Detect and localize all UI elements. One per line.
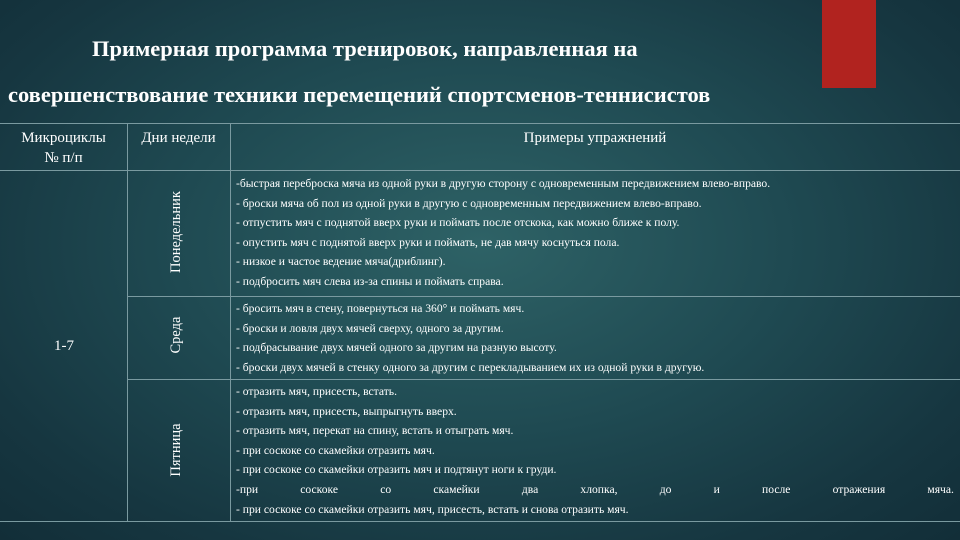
- table-top-border: [0, 123, 960, 124]
- exercise-line: - при соскоке со скамейки отразить мяч.: [236, 443, 435, 457]
- column-divider-2: [230, 123, 231, 521]
- slide-title-line-1: Примерная программа тренировок, направленная на: [92, 36, 638, 61]
- header-examples: Примеры упражнений: [523, 130, 667, 146]
- exercise-line: - при соскоке со скамейки отразить мяч, присесть, встать и снова отразить мяч.: [236, 502, 629, 516]
- exercises-friday: [236, 382, 954, 519]
- day-label-friday: Пятница: [168, 423, 184, 477]
- day-label-wednesday: Среда: [168, 316, 184, 354]
- word: два: [521, 482, 539, 496]
- column-divider-1: [127, 123, 128, 521]
- word: скамейки: [433, 482, 480, 496]
- word: соскоке: [300, 482, 338, 496]
- exercise-line: - бросить мяч в стену, повернуться на 360° и поймать мяч.: [236, 302, 525, 315]
- exercises-monday: [236, 174, 770, 292]
- word: мяча.: [927, 482, 954, 496]
- exercise-line: - отразить мяч, перекат на спину, встать и отыграть мяч.: [236, 424, 514, 438]
- header-microcycles-line-1: Микроциклы: [21, 130, 106, 146]
- table-bottom-border: [0, 521, 960, 522]
- slide-title-line-2: совершенствование техники перемещений спортсменов-теннисистов: [8, 82, 711, 107]
- exercises-wednesday: [236, 299, 704, 377]
- word: и: [713, 482, 720, 496]
- word: хлопка,: [580, 482, 618, 496]
- word: -при: [236, 482, 259, 496]
- exercise-line: -быстрая переброска мяча из одной руки в другую сторону с одновременным передвижением влево-вправо.: [236, 177, 771, 190]
- day-label-monday: Понедельник: [168, 191, 184, 273]
- header-bottom-border: [0, 170, 960, 171]
- exercise-line: - отпустить мяч с поднятой вверх руки и поймать после отскока, как можно ближе к полу.: [236, 216, 680, 230]
- word: со: [380, 482, 392, 496]
- exercise-line: - подбросить мяч слева из-за спины и поймать справа.: [236, 274, 504, 288]
- exercise-line: - подбрасывание двух мячей одного за другим на разную высоту.: [236, 341, 557, 355]
- header-microcycles-line-2: № п/п: [44, 150, 83, 166]
- header-days: Дни недели: [141, 130, 216, 146]
- microcycle-value: 1-7: [54, 338, 74, 354]
- exercise-line-justified: [236, 480, 954, 500]
- exercise-line: - броски и ловля двух мячей сверху, одного за другим.: [236, 321, 504, 335]
- word: после: [762, 482, 791, 496]
- row-divider-1: [127, 296, 960, 297]
- exercise-line: - броски двух мячей в стенку одного за другим с перекладыванием их из одной руки в другую.: [236, 360, 705, 374]
- exercise-line: - отразить мяч, присесть, выпрыгнуть вверх.: [236, 404, 457, 418]
- word: отражения: [832, 482, 886, 496]
- exercise-line: - опустить мяч с поднятой вверх руки и поймать, не дав мячу коснуться пола.: [236, 235, 620, 249]
- exercise-line: - низкое и частое ведение мяча(дриблинг).: [236, 255, 446, 269]
- exercise-line: - броски мяча об пол из одной руки в другую с одновременным передвижением влево-вправо.: [236, 196, 702, 210]
- word: до: [659, 482, 672, 496]
- exercise-line: - при соскоке со скамейки отразить мяч и подтянут ноги к груди.: [236, 463, 557, 477]
- header-microcycles: [0, 128, 127, 168]
- exercise-line: - отразить мяч, присесть, встать.: [236, 385, 397, 398]
- row-divider-2: [127, 379, 960, 380]
